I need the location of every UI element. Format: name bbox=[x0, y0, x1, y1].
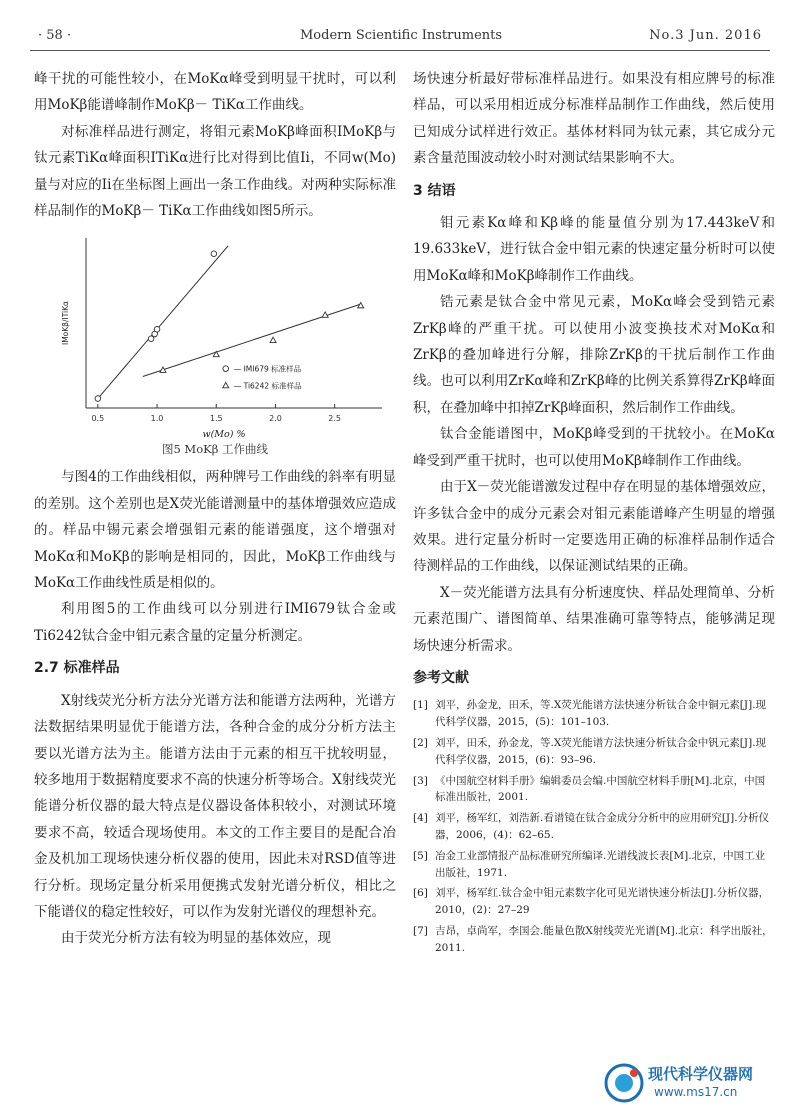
reference-item bbox=[413, 848, 775, 882]
legend-marker-triangle bbox=[223, 383, 229, 388]
watermark-url: www.ms17.cn bbox=[654, 1085, 738, 1099]
legend-label: — IMI679 标准样品 bbox=[233, 365, 302, 375]
reference-number: [5] bbox=[413, 849, 428, 862]
right-column bbox=[413, 66, 775, 961]
page-header bbox=[0, 0, 800, 52]
paragraph: 钛合金能谱图中，MoKβ峰受到的干扰较小。在MoKα峰受到严重干扰时，也可以使用MoKβ峰制作工作曲线。 bbox=[413, 426, 775, 469]
site-watermark bbox=[602, 1061, 792, 1105]
x-axis-label: w(Mo) % bbox=[202, 429, 246, 441]
data-point-triangle bbox=[322, 312, 328, 317]
data-point-circle bbox=[95, 396, 101, 402]
reference-text: 刘平，杨军红.钛合金中钼元素数字化可见光谱快速分析法[J].分析仪器，2010，(2)：27–29 bbox=[435, 887, 770, 917]
reference-item bbox=[413, 697, 775, 731]
paragraph: 利用图5的工作曲线可以分别进行IMI679钛合金或Ti6242钛合金中钼元素含量的定量分析测定。 bbox=[34, 601, 396, 644]
x-tick-label: 1.0 bbox=[150, 414, 164, 424]
reference-list bbox=[413, 697, 775, 956]
reference-text: 刘平，孙金龙，田禾，等.X荧光能谱方法快速分析钛合金中铜元素[J].现代科学仪器，2015，(5)：101–103. bbox=[435, 699, 767, 729]
paragraph: X射线荧光分析方法分光谱方法和能谱方法两种，光谱方法数据结果明显优于能谱方法，各种合金的成分分析方法主要以光谱方法为主。能谱方法由于元素的相互干扰较明显，较多地用于数据精度要求不高的快速分析等场合。X射线荧光能谱分析仪器的最大特点是仪器设备体积较小，对测试环境要求不高，较适合现场使用。本文的工作主要目的是配合冶金及机加工现场快速分析仪器的使用，因此未对RSD值等进行分析。现场定量分析采用便携式发射光谱分析仪，相比之下能谱仪的稳定性较好，可以作为发射光谱仪的理想补充。 bbox=[34, 692, 396, 920]
reference-number: [1] bbox=[413, 699, 428, 712]
reference-number: [7] bbox=[413, 924, 428, 937]
reference-number: [6] bbox=[413, 887, 428, 900]
reference-item bbox=[413, 773, 775, 807]
paragraph: 锆元素是钛合金中常见元素，MoKα峰会受到锆元素ZrKβ峰的严重干扰。可以使用小波变换技术对MoKα和ZrKβ的叠加峰进行分解，排除ZrKβ的干扰后制作工作曲线。也可以利用ZrKα峰和ZrKβ峰的比例关系算得ZrKβ峰面积，在叠加峰中扣掉ZrKβ峰面积，然后制作工作曲线。 bbox=[413, 294, 775, 416]
x-tick-label: 1.5 bbox=[209, 414, 223, 424]
reference-number: [2] bbox=[413, 736, 428, 749]
reference-number: [4] bbox=[413, 812, 428, 825]
working-curve-chart bbox=[34, 228, 396, 440]
header-rule bbox=[30, 50, 770, 51]
section-heading: 3 结语 bbox=[413, 182, 456, 199]
page-number: · 58 · bbox=[38, 28, 72, 43]
y-axis-label: IMoKβ/ITiKα bbox=[61, 301, 70, 346]
watermark-logo-icon bbox=[602, 1061, 646, 1105]
data-point-circle bbox=[154, 327, 160, 333]
data-point-triangle bbox=[270, 338, 276, 343]
reference-text: 《中国航空材料手册》编辑委员会编.中国航空材料手册[M].北京，中国标准出版社，2001. bbox=[435, 774, 766, 804]
paragraph: 由于X－荧光能谱激发过程中存在明显的基体增强效应，许多钛合金中的成分元素会对钼元素能谱峰产生明显的增强效果。进行定量分析时一定要选用正确的标准样品制作适合待测样品的工作曲线，以保证测试结果的正确。 bbox=[413, 479, 775, 575]
legend-label: — Ti6242 标准样品 bbox=[233, 382, 302, 392]
journal-name: Modern Scientific Instruments bbox=[300, 28, 503, 43]
reference-item bbox=[413, 810, 775, 844]
watermark-title: 现代科学仪器网 bbox=[648, 1065, 754, 1083]
data-point-triangle bbox=[213, 352, 219, 357]
figure-caption: 图5 MoKβ 工作曲线 bbox=[161, 442, 269, 457]
reference-text: 冶金工业部情报产品标准研究所编译.光谱线波长表[M].北京，中国工业出版社，1971. bbox=[435, 849, 766, 879]
reference-item bbox=[413, 923, 775, 957]
paragraph: 由于荧光分析方法有较为明显的基体效应，现 bbox=[61, 930, 331, 947]
paragraph: 与图4的工作曲线相似，两种牌号工作曲线的斜率有明显的差别。这个差别也是X荧光能谱测量中的基体增强效应造成的。样品中锡元素会增强钼元素的能谱强度，这个增强对MoKα和MoKβ的影响是相同的，因此，MoKβ工作曲线与MoKα工作曲线性质是相似的。 bbox=[34, 469, 396, 592]
paragraph: 对标准样品进行测定，将钼元素MoKβ峰面积IMoKβ与钛元素TiKα峰面积ITiKα进行比对得到比值Ii，不同w(Mo)量与对应的Ii在坐标图上画出一条工作曲线。对两种实际标准样品制作的MoKβ－ TiKα工作曲线如图5所示。 bbox=[34, 123, 396, 220]
reference-text: 刘平，杨军红，刘浩新.看谱镜在钛合金成分分析中的应用研究[J].分析仪器，2006，(4)：62–65. bbox=[435, 812, 770, 841]
reference-text: 吉昂，卓尚军，李国会.能量色散X射线荧光光谱[M].北京：科学出版社，2011. bbox=[435, 924, 773, 954]
reference-text: 刘平，田禾，孙金龙，等.X荧光能谱方法快速分析钛合金中钒元素[J].现代科学仪器，2015，(6)：93–96. bbox=[435, 736, 767, 766]
paragraph: X－荧光能谱方法具有分析速度快、样品处理简单、分析元素范围广、谱图简单、结果准确可靠等特点，能够满足现场快速分析需求。 bbox=[413, 584, 775, 654]
paragraph: 场快速分析最好带标准样品进行。如果没有相应牌号的标准样品，可以采用相近成分标准样品制作工作曲线，然后使用已知成分试样进行效正。基体材料同为钛元素，其它成分元素含量范围波动较小时对测试结果影响不大。 bbox=[413, 71, 775, 167]
references-heading: 参考文献 bbox=[413, 669, 469, 686]
data-point-triangle bbox=[160, 367, 166, 372]
paragraph: 峰干扰的可能性较小，在MoKα峰受到明显干扰时，可以利用MoKβ能谱峰制作MoKβ－ TiKα工作曲线。 bbox=[34, 71, 396, 114]
fit-line bbox=[98, 246, 228, 399]
reference-number: [3] bbox=[413, 774, 428, 787]
data-point-circle bbox=[211, 251, 217, 257]
x-tick-label: 0.5 bbox=[91, 414, 105, 424]
issue-info: No.3 Jun. 2016 bbox=[649, 28, 762, 43]
reference-item bbox=[413, 735, 775, 769]
paragraph: 钼元素Kα峰和Kβ峰的能量值分别为17.443keV和19.633keV，进行钛合金中钼元素的快速定量分析时可以使用MoKα峰和MoKβ峰制作工作曲线。 bbox=[413, 215, 775, 284]
section-heading: 2.7 标准样品 bbox=[34, 660, 120, 677]
x-tick-label: 2.0 bbox=[269, 414, 282, 424]
figure-5 bbox=[34, 228, 396, 440]
reference-item bbox=[413, 885, 775, 919]
left-column bbox=[34, 66, 396, 952]
legend-marker-circle bbox=[223, 366, 229, 372]
x-tick-label: 2.5 bbox=[328, 414, 342, 424]
